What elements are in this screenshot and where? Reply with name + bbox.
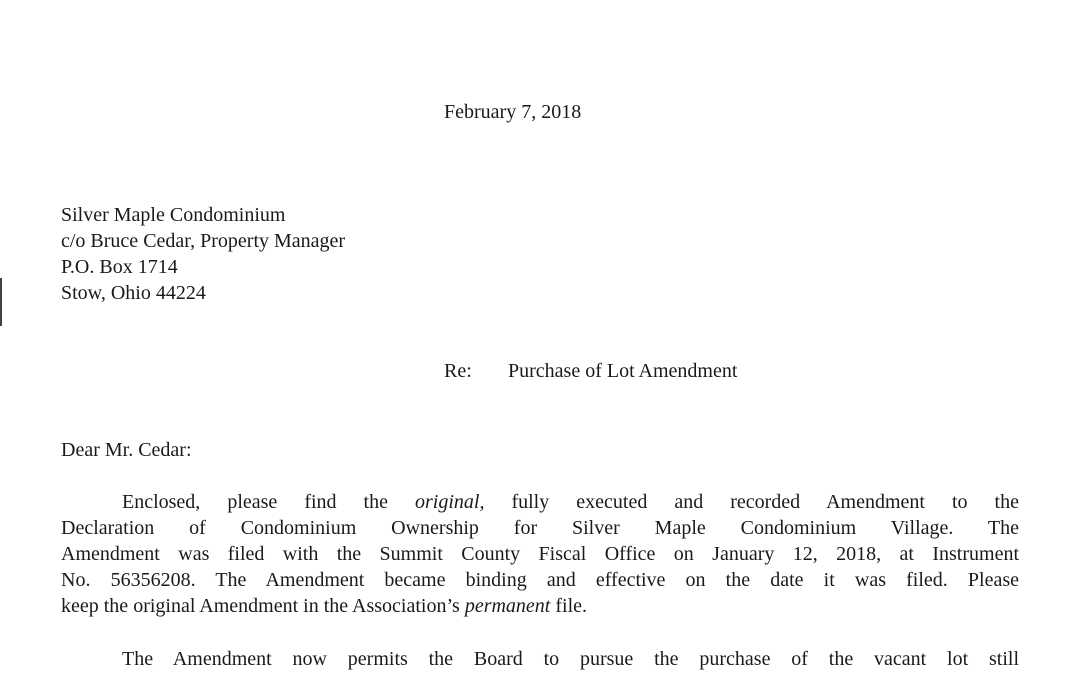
scan-mark-top: [845, 0, 1015, 4]
paragraph-1-line-1: [61, 489, 1019, 515]
paragraph-1-line-2: Declaration of Condominium Ownership for Silver Maple Condominium Village. The: [61, 517, 1019, 539]
paragraph-1-line-5: [61, 593, 1019, 619]
recipient-care-of: c/o Bruce Cedar, Property Manager: [61, 230, 346, 252]
letter-date: February 7, 2018: [444, 101, 582, 123]
scan-mark-left: [0, 278, 2, 326]
emphasis-original: original,: [415, 491, 485, 513]
salutation: Dear Mr. Cedar:: [61, 439, 192, 461]
re-label: Re:: [444, 360, 472, 382]
paragraph-1-line-4: No. 56356208. The Amendment became binding and effective on the date it was filed. Please: [61, 569, 1019, 591]
re-subject: Purchase of Lot Amendment: [508, 360, 738, 382]
recipient-city-state: Stow, Ohio 44224: [61, 282, 206, 304]
text-segment: file.: [550, 595, 588, 617]
recipient-name: Silver Maple Condominium: [61, 204, 286, 226]
text-segment: fully executed and recorded Amendment to the: [484, 491, 1019, 513]
emphasis-permanent: permanent: [464, 595, 551, 617]
text-segment: keep the original Amendment in the Association’s: [61, 595, 465, 617]
text-segment: Enclosed, please find the: [122, 491, 415, 513]
paragraph-2-line-1: The Amendment now permits the Board to pursue the purchase of the vacant lot still: [122, 648, 1019, 670]
paragraph-1-line-3: Amendment was filed with the Summit County Fiscal Office on January 12, 2018, at Instrument: [61, 543, 1019, 565]
recipient-po-box: P.O. Box 1714: [61, 256, 178, 278]
body-paragraph-2: [61, 646, 1019, 672]
body-paragraph-1: [61, 489, 1019, 619]
